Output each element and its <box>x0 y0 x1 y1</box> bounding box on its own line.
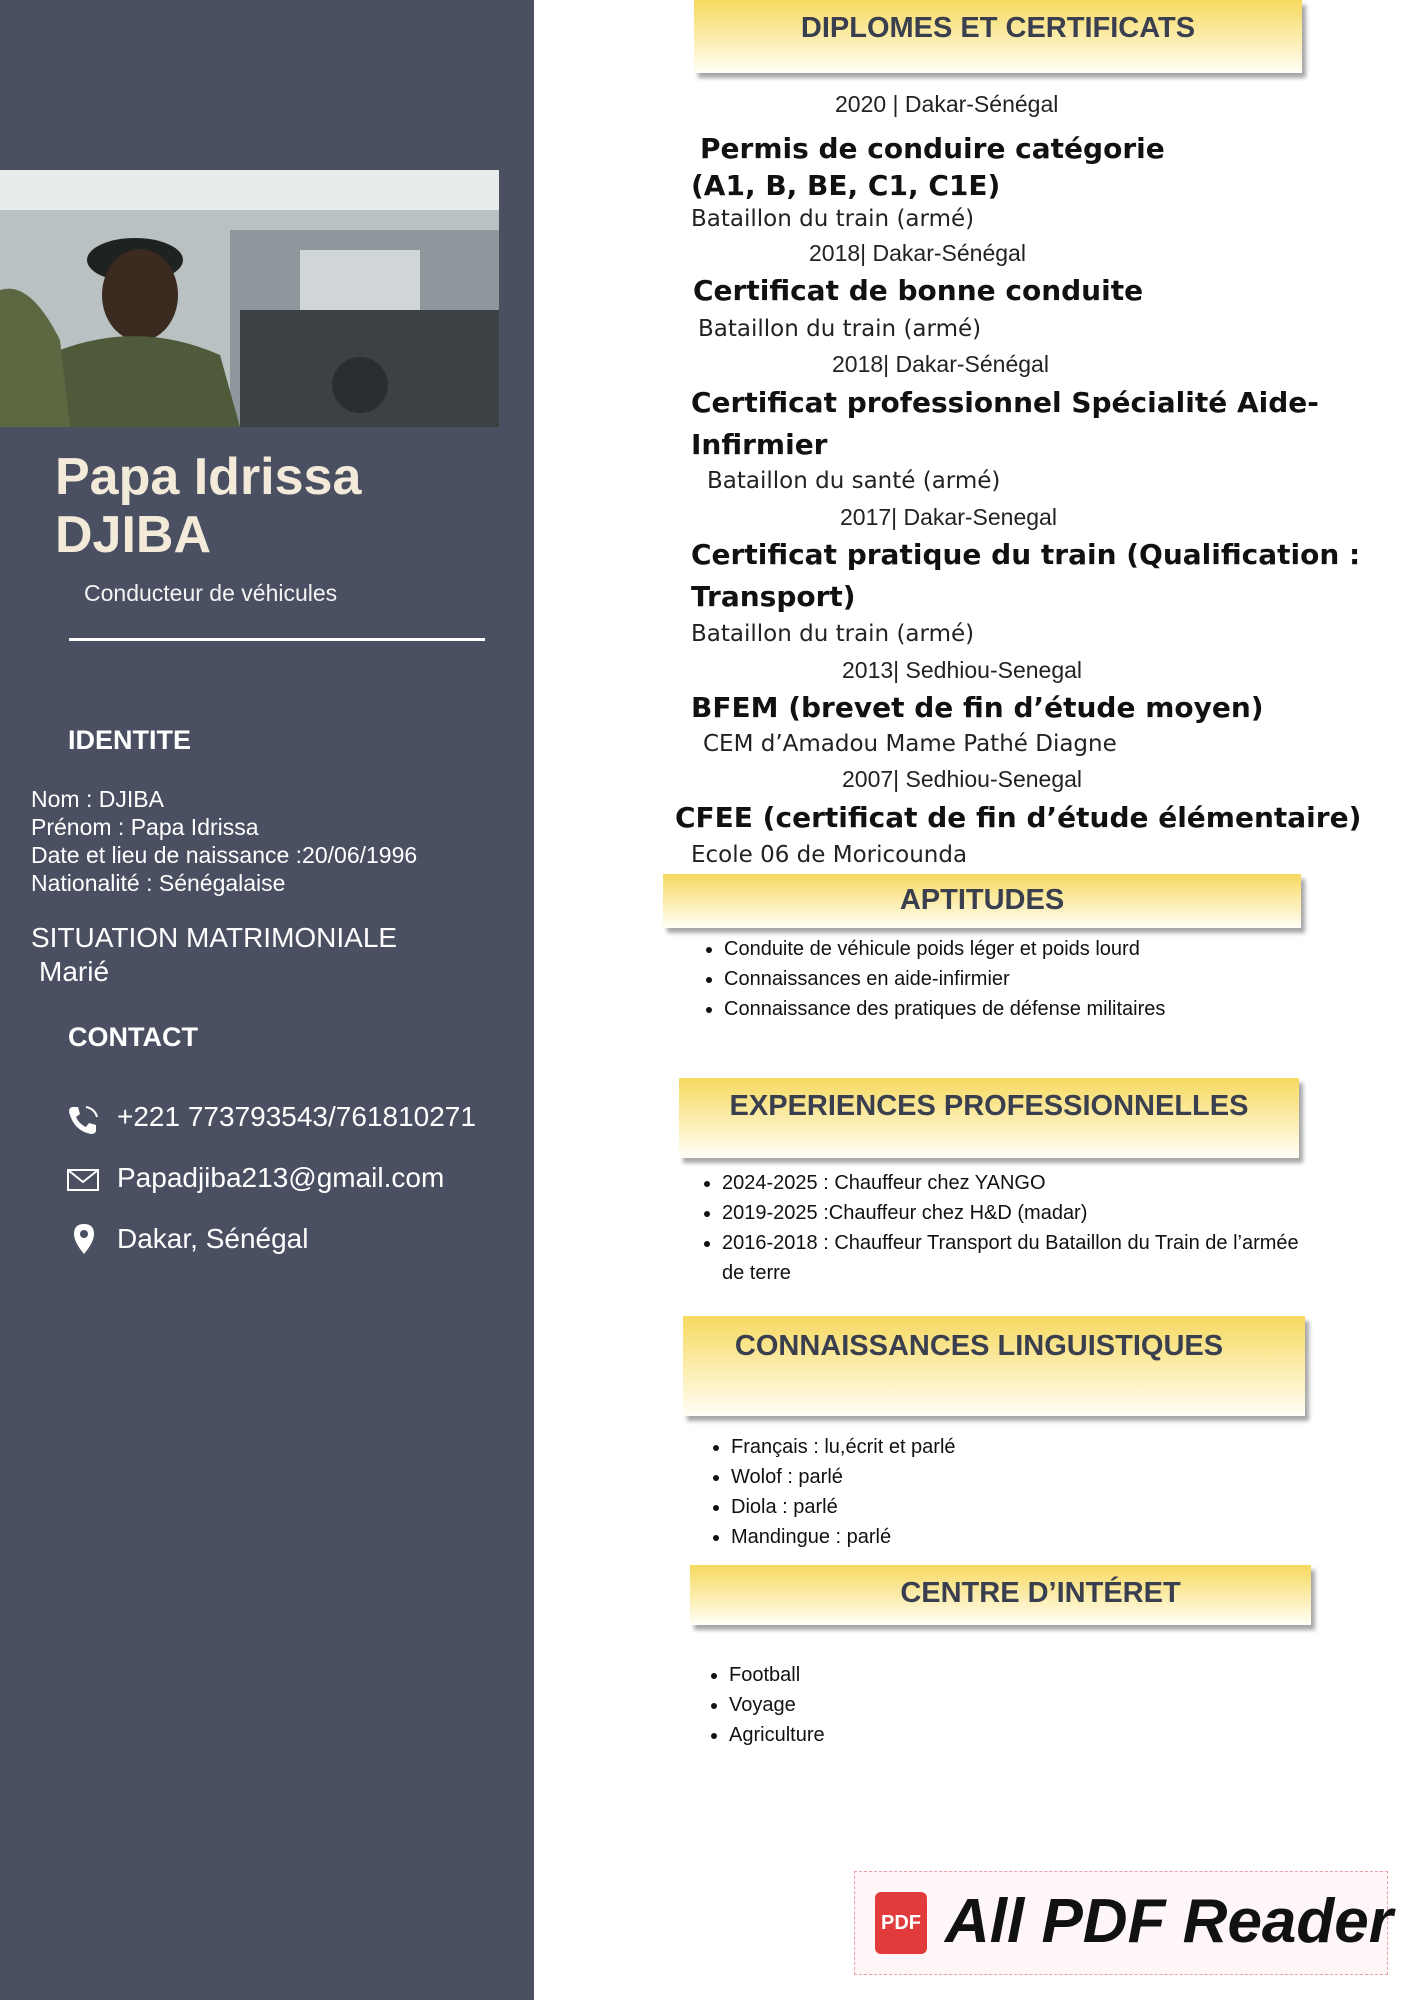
profile-photo-image <box>0 170 499 427</box>
pdf-reader-badge[interactable] <box>854 1871 1393 1975</box>
experience-heading: EXPERIENCES PROFESSIONNELLES <box>729 1090 1249 1122</box>
identity-block <box>31 785 417 897</box>
phone-number[interactable]: +221 773793543/761810271 <box>117 1101 476 1132</box>
diploma-year: 2018| Dakar-Sénégal <box>809 240 1026 266</box>
diploma-year: 2007| Sedhiou-Senegal <box>842 766 1083 792</box>
diplomas-heading: DIPLOMES ET CERTIFICATS <box>800 12 1196 44</box>
experience-banner <box>679 1078 1299 1158</box>
aptitudes-list <box>704 934 1165 1024</box>
diploma-title: Certificat professionnel Spécialité Aide- <box>691 386 1319 419</box>
diplomas-banner <box>694 0 1302 73</box>
list-item: • Français : lu,écrit et parlé <box>731 1432 956 1462</box>
profile-photo <box>0 170 499 427</box>
list-item: • Connaissance des pratiques de défense militaires <box>724 994 1165 1024</box>
marital-heading: SITUATION MATRIMONIALE <box>31 922 398 953</box>
identity-line: Prénom : Papa Idrissa <box>31 814 259 840</box>
list-item: • Connaissances en aide-infirmier <box>724 964 1165 994</box>
languages-banner <box>683 1316 1305 1416</box>
interests-heading: CENTRE D’INTÉRET <box>900 1577 1181 1609</box>
person-name <box>55 448 361 564</box>
diploma-org: CEM d’Amadou Mame Pathé Diagne <box>703 731 1117 757</box>
diploma-org: Bataillon du train (armé) <box>691 206 975 232</box>
job-title: Conducteur de véhicules <box>84 580 338 606</box>
phone-icon <box>66 1103 100 1137</box>
diploma-org: Bataillon du train (armé) <box>698 316 982 342</box>
list-item: • Conduite de véhicule poids léger et poids lourd <box>724 934 1165 964</box>
list-item: • Voyage <box>729 1690 825 1720</box>
identity-line: Date et lieu de naissance :20/06/1996 <box>31 842 418 868</box>
interests-list <box>709 1660 825 1750</box>
list-item: • Diola : parlé <box>731 1492 956 1522</box>
diploma-title: Certificat pratique du train (Qualification : <box>691 538 1361 571</box>
divider <box>69 638 485 641</box>
diploma-year: 2013| Sedhiou-Senegal <box>842 657 1083 683</box>
pdf-reader-label: All PDF Reader <box>945 1887 1393 1956</box>
list-item: • 2024-2025 : Chauffeur chez YANGO <box>722 1168 1302 1198</box>
aptitudes-heading: APTITUDES <box>899 884 1065 916</box>
name-first: Papa Idrissa <box>55 448 362 506</box>
diploma-title: BFEM (brevet de fin d’étude moyen) <box>691 691 1264 724</box>
diploma-year: 2018| Dakar-Sénégal <box>832 351 1049 377</box>
list-item: • 2019-2025 :Chauffeur chez H&D (madar) <box>722 1198 1302 1228</box>
diploma-title-cont: Transport) <box>691 580 856 613</box>
location: Dakar, Sénégal <box>117 1223 309 1254</box>
identity-line: Nom : DJIBA <box>31 786 164 812</box>
identity-line: Nationalité : Sénégalaise <box>31 870 286 896</box>
diploma-org: Bataillon du santé (armé) <box>707 468 1001 494</box>
languages-heading: CONNAISSANCES LINGUISTIQUES <box>734 1330 1224 1362</box>
marital-value: Marié <box>39 956 110 987</box>
location-pin-icon <box>72 1222 106 1256</box>
diploma-title: Certificat de bonne conduite <box>693 274 1144 307</box>
list-item: • Agriculture <box>729 1720 825 1750</box>
identity-heading: IDENTITE <box>68 725 192 755</box>
list-item: • Wolof : parlé <box>731 1462 956 1492</box>
interests-banner <box>690 1565 1311 1625</box>
list-item: • Football <box>729 1660 825 1690</box>
pdf-icon: PDF <box>875 1892 927 1954</box>
name-last: DJIBA <box>55 506 212 564</box>
list-item: • 2016-2018 : Chauffeur Transport du Bataillon du Train de l’armée de terre <box>722 1228 1302 1288</box>
languages-list <box>711 1432 956 1552</box>
envelope-icon <box>66 1163 100 1197</box>
diploma-title: CFEE (certificat de fin d’étude élémentaire) <box>675 801 1362 834</box>
experience-list <box>702 1168 1302 1288</box>
diploma-year: 2017| Dakar-Senegal <box>840 504 1057 530</box>
contact-heading: CONTACT <box>68 1022 198 1052</box>
diploma-org: Bataillon du train (armé) <box>691 621 975 647</box>
aptitudes-banner <box>663 874 1301 928</box>
diploma-org: Ecole 06 de Moricounda <box>691 842 968 868</box>
email-address[interactable]: Papadjiba213@gmail.com <box>117 1162 445 1193</box>
diploma-year: 2020 | Dakar-Sénégal <box>835 91 1059 117</box>
diploma-title-cont: Infirmier <box>691 428 828 461</box>
diploma-title: Permis de conduire catégorie <box>700 132 1165 165</box>
diploma-title-cont: (A1, B, BE, C1, C1E) <box>691 169 1001 202</box>
list-item: • Mandingue : parlé <box>731 1522 956 1552</box>
